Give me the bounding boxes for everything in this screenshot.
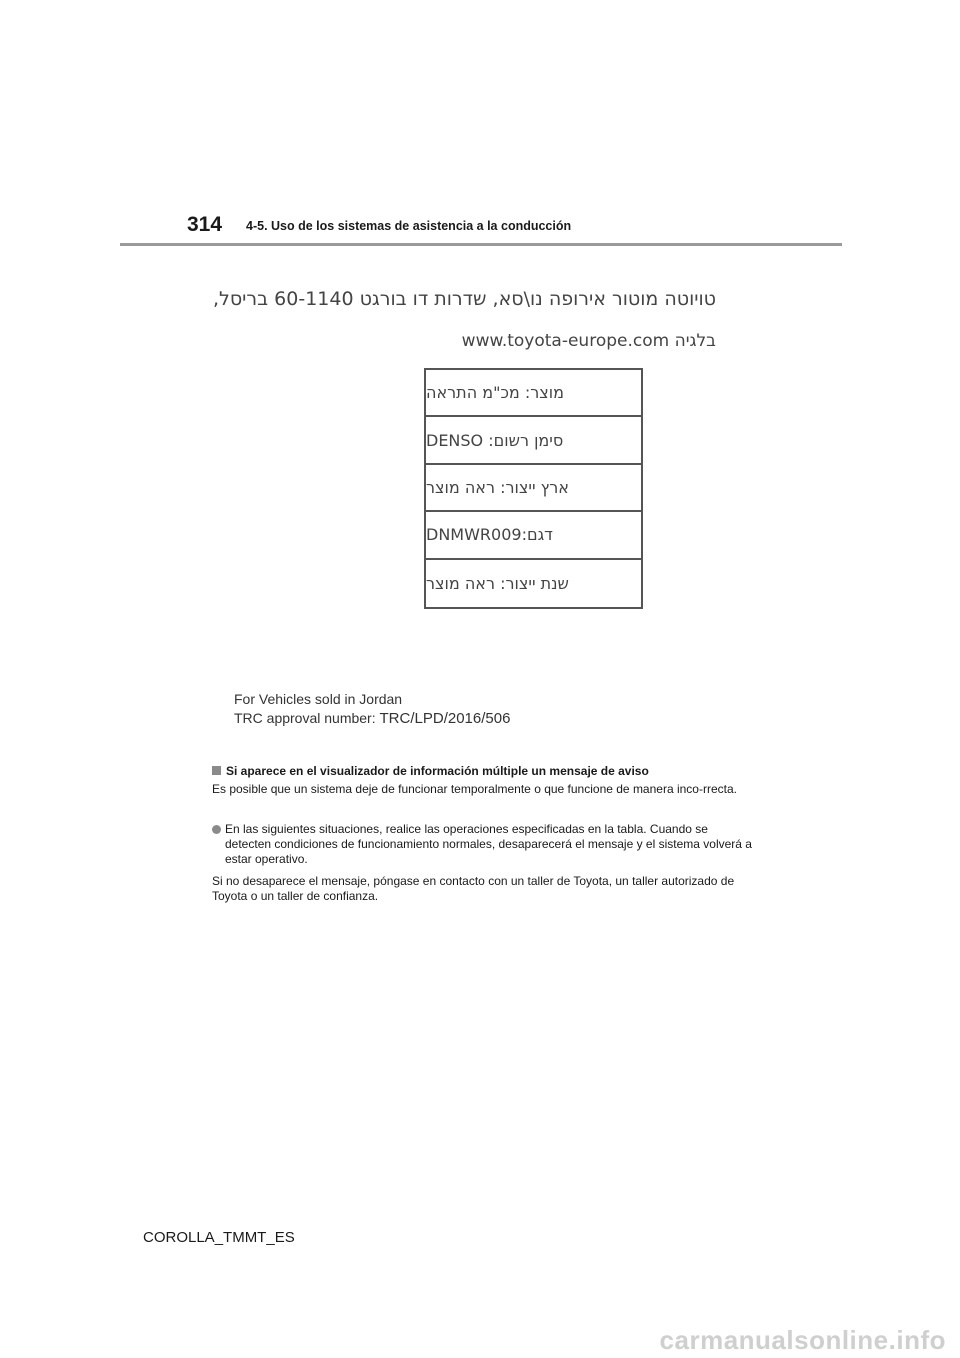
certification-table: [424, 368, 643, 609]
section-title: 4-5. Uso de los sistemas de asistencia a la conducción: [246, 219, 572, 233]
watermark: carmanualsonline.info: [659, 1325, 946, 1355]
bullet-text: En las siguientes situaciones, realice las operaciones especificadas en la tabla. Cuando se detecten condiciones de funcionamiento normales, desaparecerá el mensaje y el sistema volverá a estar operativo.: [225, 822, 752, 866]
section-heading: [212, 764, 752, 779]
certification-website: www.toyota-europe.com בלגיה: [461, 331, 716, 351]
certification-row-trademark: סימן רשום: DENSO: [426, 417, 641, 464]
page-number: 314: [187, 213, 223, 236]
certification-row-country: ארץ ייצור: ראה מוצר: [426, 465, 641, 512]
jordan-approval: [234, 690, 510, 728]
square-bullet-icon: [212, 766, 221, 775]
certification-address: טויוטה מוטור אירופה נו\סא, שדרות דו בורגט 60-1140 בריסל,: [213, 288, 716, 310]
certification-row-year: שנת ייצור: ראה מוצר: [426, 573, 569, 593]
certification-row-product: מוצר: מכ"מ התראה: [426, 370, 641, 417]
jordan-approval-label: TRC approval number:: [234, 710, 376, 726]
document-code: COROLLA_TMMT_ES: [143, 1229, 295, 1246]
jordan-line: For Vehicles sold in Jordan: [234, 691, 403, 707]
jordan-approval-line: [234, 709, 510, 728]
certification-row-model: דגם:DNMWR009: [426, 512, 641, 559]
jordan-approval-number: TRC/LPD/2016/506: [379, 710, 511, 727]
paragraph-contact: Si no desaparece el mensaje, póngase en contacto con un taller de Toyota, un taller autorizado de Toyota o un taller de confianza.: [212, 874, 735, 903]
header-rule: [120, 243, 842, 246]
section-heading-text: Si aparece en el visualizador de información múltiple un mensaje de aviso: [226, 764, 649, 778]
round-bullet-icon: [212, 825, 221, 834]
bullet-item: [212, 822, 752, 867]
paragraph-intro: Es posible que un sistema deje de funcionar temporalmente o que funcione de manera inco-rrecta.: [212, 782, 737, 796]
